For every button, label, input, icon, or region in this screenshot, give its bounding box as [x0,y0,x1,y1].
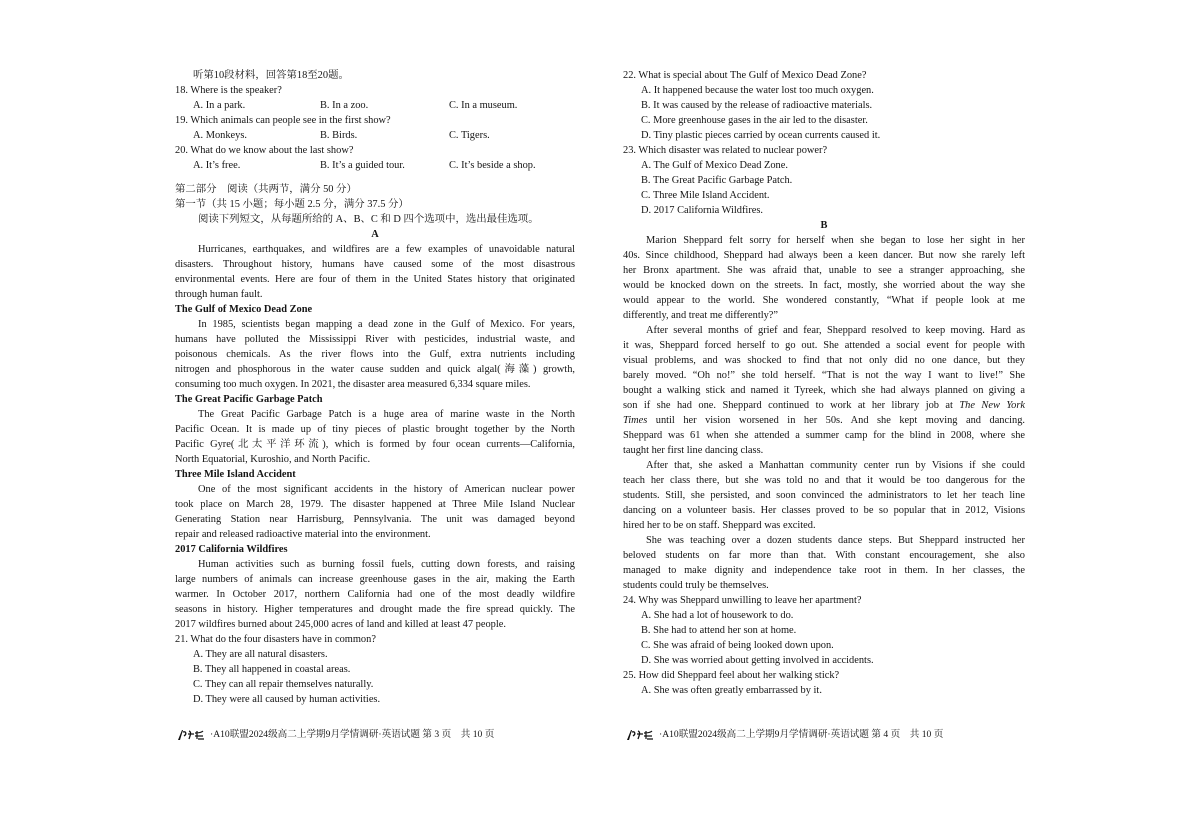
passage-b-line: After that, she asked a Manhattan community center run by Visions if she could [646,460,1025,471]
passage-a-label: A [371,229,379,240]
option-a: A. They are all natural disasters. [193,649,328,660]
option-a: A. She was often greatly embarrassed by it. [641,685,822,696]
dead-zone-line: nitrogen and phosphorous in the water cause sudden and quick algal(海藻) growth, [175,364,575,375]
section-one-heading: 第一节（共 15 小题；每小题 2.5 分，满分 37.5 分） [175,199,409,210]
footer-text: ·A10联盟2024级高二上学期9月学情调研·英语试题 第 3 页 共 10 页 [210,729,495,740]
wildfires-line: warmer. In October 2017, northern California had one of the most deadly wildfire [175,589,575,600]
question-21: 21. What do the four disasters have in common? [175,634,376,645]
dead-zone-line: consuming too much oxygen. In 2021, the disaster area measured 6,334 square miles. [175,379,531,390]
option-b: B. She had to attend her son at home. [641,625,797,636]
subheading-dead-zone: The Gulf of Mexico Dead Zone [175,304,313,315]
left-page [175,68,575,707]
option-d: D. She was worried about getting involved in accidents. [641,655,874,666]
garbage-patch-line: Pacific Gyre(北太平洋环流), which is formed by four ocean currents—California, [175,439,575,450]
question-25: 25. How did Sheppard feel about her walking stick? [623,670,840,681]
option-c: C. More greenhouse gases in the air led to the disaster. [641,115,868,126]
option-a: A. It happened because the water lost too much oxygen. [641,85,874,96]
passage-b-line: dancing on a volunteer basis. Her classes proved to be so popular that in 2012, Visions [623,505,1025,516]
dead-zone-line: humans have polluted the Mississippi River with pesticides, industrial waste, and [175,334,575,345]
part-two-heading: 第二部分 阅读（共两节，满分 50 分） [175,184,357,195]
option-b: B. They all happened in coastal areas. [193,664,351,675]
listening-instruction: 听第10段材料，回答第18至20题。 [193,70,349,81]
option-d: D. 2017 California Wildfires. [641,205,764,216]
page-footer [625,728,943,742]
question-20: 20. What do we know about the last show? [175,145,354,156]
passage-b-line [623,413,1025,428]
intro-line: disasters. Throughout history, humans have caused some of the most disastrous [175,259,575,270]
option-b: B. Birds. [320,130,358,141]
garbage-patch-line: North Equatorial, Kuroshio, and North Pacific. [175,454,371,465]
question-19-options [175,128,575,143]
passage-b-text: until her vision worsened in her 50s. And she kept moving and dancing. [647,415,1025,426]
passage-b-line: teach her class there, but she was told no and that it would be too dangerous for the [623,475,1025,486]
garbage-patch-line: The Great Pacific Garbage Patch is a huge area of marine waste in the North [198,409,575,420]
publisher-logo-icon [625,728,657,742]
option-a: A. In a park. [193,100,246,111]
question-20-options [175,158,575,173]
passage-b-line: Sheppard was 61 when she attended a summer camp for the blind in 2008, where she [623,430,1025,441]
passage-b-line: 40s. Since childhood, Sheppard had always been a keen dancer. But now she rarely left [623,250,1025,261]
passage-b-line: bought a walking stick and named it Tyreek, which she had always planned on giving a [623,385,1025,396]
passage-b-text: son if she had one. Sheppard continued to work at her library job at [623,400,960,411]
reading-directions: 阅读下列短文，从每题所给的 A、B、C 和 D 四个选项中，选出最佳选项。 [198,214,539,225]
passage-b-label: B [820,220,828,231]
three-mile-island-line: took place on March 28, 1979. The disaster happened at Three Mile Island Nuclear [175,499,575,510]
passage-b-line [623,398,1025,413]
dead-zone-line: In 1985, scientists began mapping a dead zone in the Gulf of Mexico. For years, [198,319,575,330]
question-22: 22. What is special about The Gulf of Mexico Dead Zone? [623,70,867,81]
passage-b-line: visual problems, and was shocked to find that not only did no one dance, but they [623,355,1025,366]
question-19: 19. Which animals can people see in the first show? [175,115,391,126]
option-b: B. In a zoo. [320,100,369,111]
intro-line: through human fault. [175,289,263,300]
option-a: A. It’s free. [193,160,241,171]
passage-b-line: After several months of grief and fear, Sheppard resolved to keep moving. Hard as [646,325,1025,336]
subheading-three-mile-island: Three Mile Island Accident [175,469,296,480]
question-18-options [175,98,575,113]
option-b: B. It’s a guided tour. [320,160,405,171]
option-a: A. She had a lot of housework to do. [641,610,794,621]
option-c: C. Tigers. [449,130,490,141]
passage-b-line: hired her to be on staff. Sheppard was excited. [623,520,816,531]
question-24: 24. Why was Sheppard unwilling to leave her apartment? [623,595,862,606]
passage-b-line: her Bronx apartment. She was afraid that, unable to see a stranger approaching, she [623,265,1025,276]
publisher-logo-icon [176,728,208,742]
option-a: A. Monkeys. [193,130,247,141]
three-mile-island-line: One of the most significant accidents in the history of American nuclear power [198,484,575,495]
subheading-california-wildfires: 2017 California Wildfires [175,544,288,555]
passage-b-line: students could truly be themselves. [623,580,769,591]
passage-b-line: beloved students on far more than that. With constant encouragement, she also [623,550,1025,561]
right-page [623,68,1025,698]
passage-b-line: it was, Sheppard forced herself to go out. She attended a social event for people with [623,340,1025,351]
newspaper-title-part: The New York [959,400,1025,411]
wildfires-line: seasons in history. Higher temperatures and drought made the fire spread quickly. The [175,604,575,615]
passage-b-line: would be knocked down on the streets. In fact, mostly, she worried about the way she [623,280,1025,291]
option-b: B. The Great Pacific Garbage Patch. [641,175,793,186]
question-23: 23. Which disaster was related to nuclear power? [623,145,828,156]
dead-zone-line: poisonous chemicals. As the river flows into the Gulf, extra nutrients including [175,349,575,360]
option-c: C. They can all repair themselves naturally. [193,679,374,690]
passage-b-line: She was teaching over a dozen students dance steps. But Sheppard instructed her [646,535,1025,546]
passage-b-line: students. Still, she persisted, and soon convinced the administrators to let her teach line [623,490,1025,501]
wildfires-line: 2017 wildfires burned about 245,000 acres of land and killed at least 47 people. [175,619,506,630]
option-b: B. It was caused by the release of radioactive materials. [641,100,873,111]
intro-line: Hurricanes, earthquakes, and wildfires are a few examples of unavoidable natural [198,244,575,255]
option-c: C. She was afraid of being looked down upon. [641,640,834,651]
garbage-patch-line: Pacific Ocean. It is made up of tiny pieces of plastic brought together by the North [175,424,575,435]
option-c: C. It’s beside a shop. [449,160,536,171]
passage-b-line: barely moved. “Oh no!” she told herself. “That is not the way I want to live!” She [623,370,1025,381]
passage-b-line: would appear to the world. She wondered constantly, “What if people look at me [623,295,1025,306]
newspaper-title-part: Times [623,415,648,426]
passage-b-line: taught her first line dancing class. [623,445,764,456]
option-a: A. The Gulf of Mexico Dead Zone. [641,160,788,171]
option-c: C. Three Mile Island Accident. [641,190,770,201]
three-mile-island-line: Generating Station near Harrisburg, Pennsylvania. The unit was damaged beyond [175,514,575,525]
three-mile-island-line: repair and released radioactive material into the environment. [175,529,431,540]
question-18: 18. Where is the speaker? [175,85,282,96]
passage-b-line: differently, and treat me differently?” [623,310,779,321]
wildfires-line: Human activities such as burning fossil fuels, cutting down forests, and raising [198,559,575,570]
footer-text: ·A10联盟2024级高二上学期9月学情调研·英语试题 第 4 页 共 10 页 [659,729,944,740]
intro-line: environmental events. Here are four of them in the United States history that originated [175,274,575,285]
option-d: D. They were all caused by human activities. [193,694,381,705]
option-d: D. Tiny plastic pieces carried by ocean currents caused it. [641,130,881,141]
page-footer [176,728,494,742]
passage-b-line: managed to make dignity and independence take root in them. In her classes, the [623,565,1025,576]
passage-b-line: Marion Sheppard felt sorry for herself when she began to lose her sight in her [646,235,1025,246]
wildfires-line: large numbers of animals can increase greenhouse gases in the air, making the Earth [175,574,575,585]
subheading-garbage-patch: The Great Pacific Garbage Patch [175,394,323,405]
option-c: C. In a museum. [449,100,518,111]
